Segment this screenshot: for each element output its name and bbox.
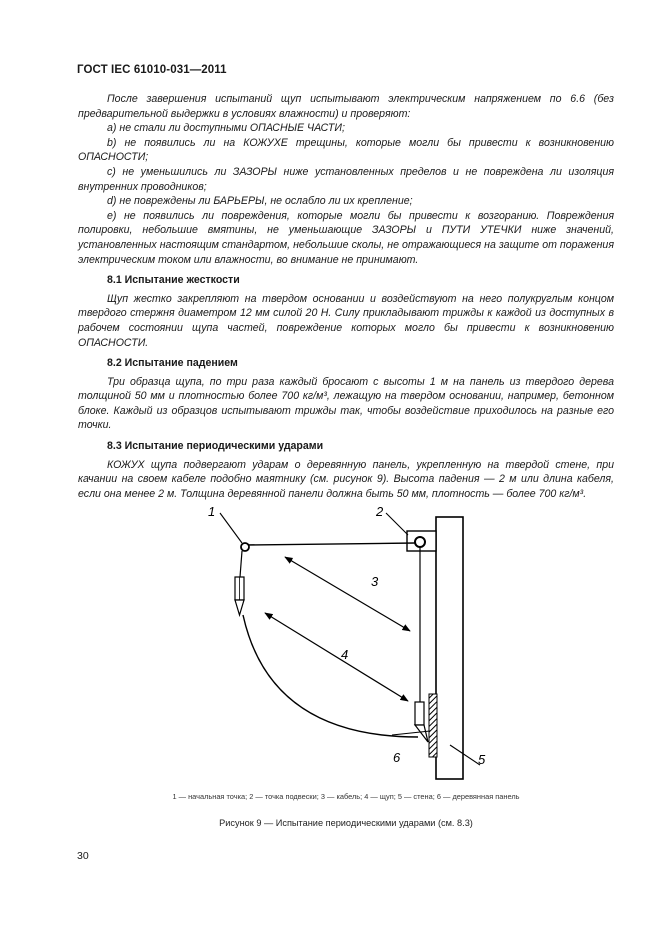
figure-caption: Рисунок 9 — Испытание периодическими ударами (см. 8.3) xyxy=(219,818,473,828)
figure-pendulum-test xyxy=(160,497,500,787)
probe-initial xyxy=(235,577,244,615)
arrow-4 xyxy=(265,613,408,701)
list-item: d) не повреждены ли БАРЬЕРЫ, не ослабло ли их крепление; xyxy=(107,195,413,208)
section-text: Три образца щупа, по три раза каждый бросают с высоты 1 м на панель из твердого дерева толщиной 50 мм и плотностью более 700 кг/м³, лежащую на твердом основании, например, бетонном блоке. Каждый из образцов испытывают трижды так, чтобы воздействие приходилось на разные его точки. xyxy=(78,375,614,432)
callout-2: 2 xyxy=(376,504,384,519)
callout-4: 4 xyxy=(341,647,349,662)
wall xyxy=(436,517,463,779)
callout-5: 5 xyxy=(478,752,486,767)
callout-3: 3 xyxy=(371,574,379,589)
section-title: 8.3 Испытание периодическими ударами xyxy=(107,440,324,453)
section-text: КОЖУХ щупа подвергают ударам о деревянную панель, укрепленную на твердой стене, при качании на своем кабеле подобно маятнику (см. рисунок 9). Высота падения — 2 м или длина кабеля, если она менее 2 м. Толщина деревянной панели должна быть 50 мм, плотность — более 700 кг/м³. xyxy=(78,458,614,500)
suspension-point xyxy=(415,537,425,547)
initial-point xyxy=(241,543,249,551)
swing-arc xyxy=(243,615,418,737)
list-item: а) не стали ли доступными ОПАСНЫЕ ЧАСТИ; xyxy=(107,122,345,135)
arrow-3 xyxy=(285,557,410,631)
wooden-panel xyxy=(429,694,437,757)
page-number: 30 xyxy=(77,850,89,862)
list-item: e) не появились ли повреждения, которые могли бы привести к возгоранию. Повреждения полировки, небольшие вмятины, не уменьшающие ЗАЗОРЫ и ПУТИ УТЕЧКИ ниже значений, установленных настоящим стандартом, небольшие сколы, не отражающиеся на защите от поражения электрическим током или влажности, во внимание не принимают. xyxy=(78,209,614,266)
figure-legend: 1 — начальная точка; 2 — точка подвески; 3 — кабель; 4 — щуп; 5 — стена; 6 — деревянная панель xyxy=(172,792,520,801)
cable-horizontal xyxy=(245,543,415,545)
callout-6: 6 xyxy=(393,750,401,765)
body-text xyxy=(78,92,614,501)
section-title: 8.2 Испытание падением xyxy=(107,357,238,370)
section-text: Щуп жестко закрепляют на твердом основании и воздействуют на него полукруглым концом твердого стержня диаметром 12 мм силой 20 Н. Силу прикладывают трижды к каждой из доступных в рабочем состоянии щупа частей, повреждение которых могло бы привести к возникновению ОПАСНОСТИ. xyxy=(78,292,614,349)
section-title: 8.1 Испытание жесткости xyxy=(107,274,240,287)
callout-1: 1 xyxy=(208,504,216,519)
list-item: c) не уменьшились ли ЗАЗОРЫ ниже установленных пределов и не повреждена ли изоляция внутренних проводников; xyxy=(78,165,614,193)
paragraph: После завершения испытаний щуп испытывают электрическим напряжением по 6.6 (без предварительной выдержки в условиях влажности) и проверяют: xyxy=(78,93,614,120)
probe-impact xyxy=(415,702,428,742)
list-item: b) не появились ли на КОЖУХЕ трещины, которые могли бы привести к возникновению ОПАСНОСТИ; xyxy=(78,136,614,164)
document-header: ГОСТ IEC 61010-031—2011 xyxy=(77,64,227,76)
